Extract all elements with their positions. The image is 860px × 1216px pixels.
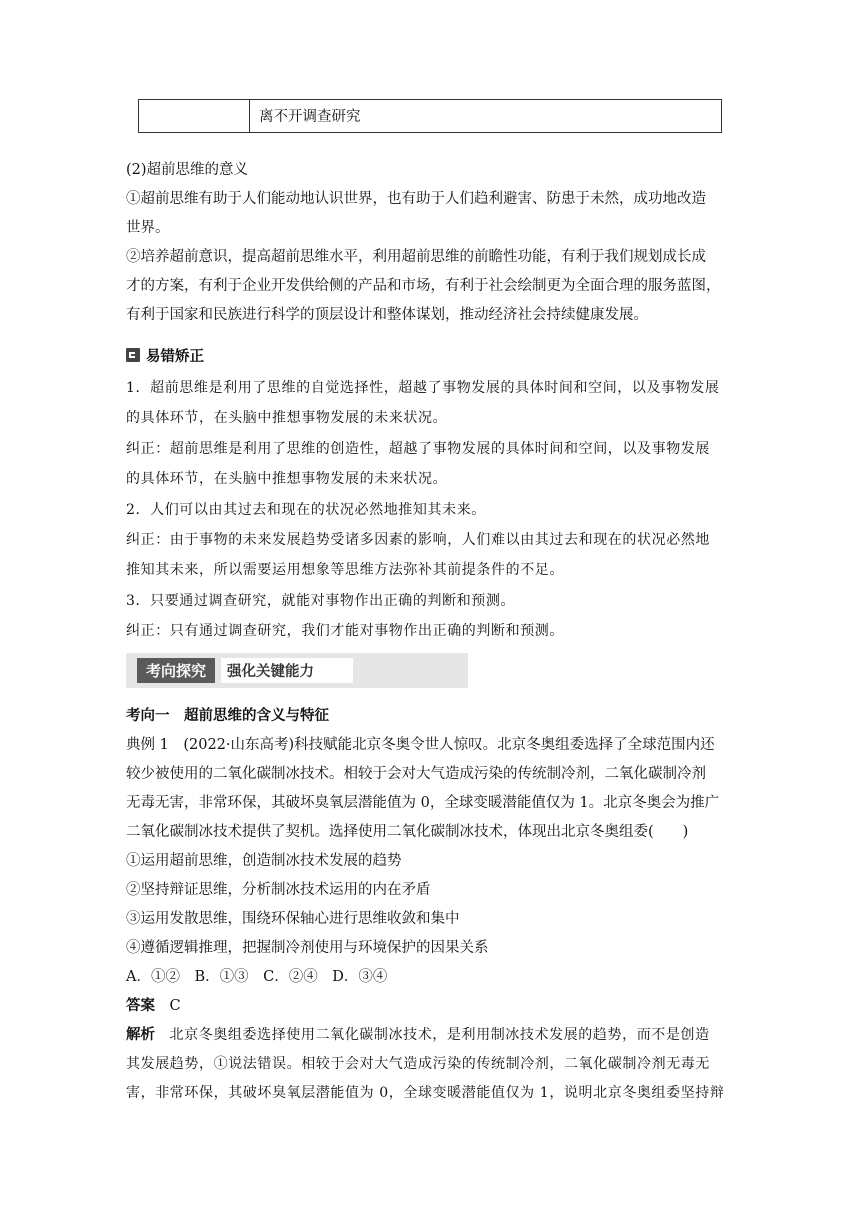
correction-line: 的具体环节，在头脑中推想事物发展的未来状况。	[126, 410, 448, 427]
table-fragment	[138, 99, 722, 133]
option-line: ②坚持辩证思维，分析制冰技术运用的内在矛盾	[126, 882, 431, 898]
answer-label: 答案	[126, 998, 155, 1014]
option-line: ④遵循逻辑推理，把握制冷剂使用与环境保护的因果关系	[126, 940, 489, 956]
example-line: 无毒无害，非常环保，其破坏臭氧层潜能值为 0，全球变暖潜能值仅为 1。北京冬奥会为推广	[126, 795, 720, 811]
meaning-p1-line: 世界。	[126, 220, 170, 236]
direction-section	[126, 702, 738, 1108]
direction-title: 考向一 超前思维的含义与特征	[126, 708, 329, 724]
corrections-title: 易错矫正	[146, 348, 204, 365]
correction-line: 的具体环节，在头脑中推想事物发展的未来状况。	[126, 471, 448, 488]
meaning-section	[126, 156, 738, 330]
correction-line: 纠正：只有通过调查研究，我们才能对事物作出正确的判断和预测。	[126, 623, 564, 640]
meaning-p2-line: ②培养超前意识，提高超前思维水平，利用超前思维的前瞻性功能，有利于我们规划成长成	[126, 249, 706, 265]
example-line: 二氧化碳制冰技术提供了契机。选择使用二氧化碳制冰技术，体现出北京冬奥组委( )	[126, 824, 689, 840]
analysis-line: 其发展趋势，①说法错误。相较于会对大气造成污染的传统制冷剂，二氧化碳制冷剂无毒无	[126, 1056, 710, 1072]
option-line: ③运用发散思维，围绕环保轴心进行思维收敛和集中	[126, 911, 460, 927]
meaning-p2-line: 才的方案，有利于企业开发供给侧的产品和市场，有利于社会绘制更为全面合理的服务蓝图，	[126, 278, 721, 294]
corrections-header	[126, 344, 204, 366]
table-cell-text: 离不开调查研究	[259, 109, 361, 125]
analysis-line	[126, 1021, 738, 1050]
correction-line: 3．只要通过调查研究，就能对事物作出正确的判断和预测。	[126, 592, 516, 609]
section-banner	[126, 653, 468, 688]
option-line: ①运用超前思维，创造制冰技术发展的趋势	[126, 853, 402, 869]
table-empty-cell	[139, 100, 250, 132]
analysis-text: 北京冬奥组委选择使用二氧化碳制冰技术，是利用制冰技术发展的趋势，而不是创造	[169, 1027, 710, 1043]
analysis-line: 害，非常环保，其破坏臭氧层潜能值为 0，全球变暖潜能值仅为 1，说明北京冬奥组委坚持辩	[126, 1085, 725, 1101]
section-marker-icon	[126, 348, 140, 362]
answer-line	[126, 992, 738, 1021]
meaning-heading: (2)超前思维的意义	[126, 162, 249, 178]
correction-line: 纠正：由于事物的未来发展趋势受诸多因素的影响，人们难以由其过去和现在的状况必然地	[126, 532, 710, 549]
banner-sub-label: 强化关键能力	[221, 658, 353, 683]
correction-line: 2．人们可以由其过去和现在的状况必然地推知其未来。	[126, 501, 486, 518]
banner-main-label: 考向探究	[137, 658, 215, 683]
corrections-body	[126, 373, 738, 647]
meaning-p2-line: 有利于国家和民族进行科学的顶层设计和整体谋划，推动经济社会持续健康发展。	[126, 307, 648, 323]
correction-line: 1．超前思维是利用了思维的自觉选择性，超越了事物发展的具体时间和空间，以及事物发展	[126, 380, 720, 396]
answer-value: C	[169, 998, 181, 1014]
meaning-p1-line: ①超前思维有助于人们能动地认识世界，也有助于人们趋利避害、防患于未然，成功地改造	[126, 191, 706, 207]
example-line: 典例 1 (2022·山东高考)科技赋能北京冬奥令世人惊叹。北京冬奥组委选择了全球范围内还	[126, 737, 715, 753]
choices-line: A．①② B．①③ C．②④ D．③④	[126, 969, 388, 985]
example-line: 较少被使用的二氧化碳制冰技术。相较于会对大气造成污染的传统制冷剂，二氧化碳制冷剂	[126, 766, 706, 782]
correction-line: 纠正：超前思维是利用了思维的创造性，超越了事物发展的具体时间和空间，以及事物发展	[126, 440, 710, 457]
correction-line: 推知其未来，所以需要运用想象等思维方法弥补其前提条件的不足。	[126, 562, 564, 579]
analysis-label: 解析	[126, 1027, 155, 1043]
